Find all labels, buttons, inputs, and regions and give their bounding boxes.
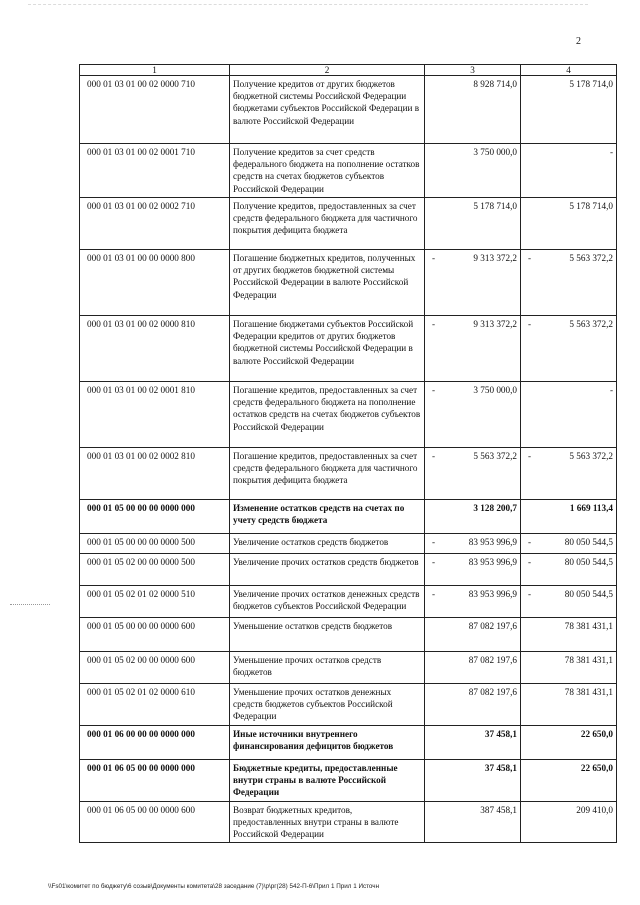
amount-value: 87 082 197,6: [468, 655, 517, 665]
budget-code-cell: 000 01 03 01 00 02 0000 710: [80, 76, 230, 144]
amount-2008-cell: [425, 250, 521, 316]
description-cell: Иные источники внутреннего финансирования дефицитов бюджетов: [230, 725, 425, 759]
amount-2008-cell: [425, 554, 521, 586]
budget-code-cell: 000 01 05 02 01 02 0000 510: [80, 586, 230, 618]
description-cell: Увеличение прочих остатков средств бюджетов: [230, 554, 425, 586]
amount-2008-cell: [425, 198, 521, 250]
amount-2009-cell: [521, 144, 617, 198]
amount-value: 22 650,0: [580, 762, 613, 773]
amount-2009-cell: [521, 534, 617, 554]
table-row: [80, 198, 617, 250]
amount-2008-cell: [425, 684, 521, 726]
budget-code-cell: 000 01 05 00 00 00 0000 000: [80, 500, 230, 534]
amount-2009-cell: [521, 382, 617, 448]
minus-sign: -: [432, 253, 436, 263]
amount-value: -: [609, 147, 613, 157]
amount-value: 37 458,1: [484, 762, 517, 773]
amount-value: 3 128 200,7: [473, 503, 517, 513]
amount-value: 387 458,1: [480, 804, 517, 815]
amount-2009-cell: [521, 76, 617, 144]
table-row: [80, 554, 617, 586]
amount-value: -: [609, 385, 613, 395]
amount-value: 83 953 996,9: [468, 589, 517, 599]
scan-artifact-line: [28, 4, 588, 7]
amount-value: 5 178 714,0: [569, 201, 613, 211]
table-row: [80, 382, 617, 448]
amount-2008-cell: [425, 652, 521, 684]
budget-sources-table: [79, 64, 617, 843]
amount-2008-cell: [425, 759, 521, 801]
amount-2008-cell: [425, 316, 521, 382]
table-row: [80, 316, 617, 382]
amount-2009-cell: [521, 316, 617, 382]
table-row: [80, 618, 617, 652]
file-path-footer: \\Fs01\комитет по бюджету\6 созыв\Документы комитета\28 заседание (7)\р\рг(28) 542-П-6\Прил 1 Прил 1 Источн: [48, 883, 380, 890]
column-header: 1: [80, 65, 230, 76]
budget-code-cell: 000 01 03 01 00 02 0002 710: [80, 198, 230, 250]
table-row: [80, 534, 617, 554]
budget-code-cell: 000 01 03 01 00 02 0002 810: [80, 448, 230, 500]
amount-2008-cell: [425, 586, 521, 618]
description-cell: Возврат бюджетных кредитов, предоставленных внутри страны в валюте Российской Федерации: [230, 801, 425, 843]
amount-value: 22 650,0: [580, 728, 613, 739]
table-row: [80, 684, 617, 726]
budget-code-cell: 000 01 05 02 00 00 0000 500: [80, 554, 230, 586]
amount-value: 209 410,0: [576, 804, 613, 815]
minus-sign: -: [432, 319, 436, 329]
description-cell: Получение кредитов за счет средств федерального бюджета на пополнение остатков средств на счетах бюджетов субъектов Российской Федерации: [230, 144, 425, 198]
amount-2009-cell: [521, 618, 617, 652]
amount-value: 3 750 000,0: [473, 385, 517, 395]
minus-sign: -: [528, 537, 532, 547]
budget-code-cell: 000 01 06 05 00 00 0000 000: [80, 759, 230, 801]
minus-sign: -: [432, 451, 436, 461]
table-row: [80, 250, 617, 316]
amount-2008-cell: [425, 448, 521, 500]
amount-value: 83 953 996,9: [468, 537, 517, 547]
budget-code-cell: 000 01 06 00 00 00 0000 000: [80, 725, 230, 759]
minus-sign: -: [432, 537, 436, 547]
minus-sign: -: [432, 385, 436, 395]
budget-code-cell: 000 01 05 02 00 00 0000 600: [80, 652, 230, 684]
amount-value: 80 050 544,5: [564, 589, 613, 599]
amount-value: 5 563 372,2: [569, 451, 613, 461]
table-row: [80, 448, 617, 500]
table-row: [80, 725, 617, 759]
description-cell: Уменьшение остатков средств бюджетов: [230, 618, 425, 652]
description-cell: Увеличение остатков средств бюджетов: [230, 534, 425, 554]
description-cell: Погашение кредитов, предоставленных за счет средств федерального бюджета на пополнение остатков средств на счетах бюджетов субъектов Российской Федерации: [230, 382, 425, 448]
amount-2009-cell: [521, 725, 617, 759]
amount-2009-cell: [521, 198, 617, 250]
amount-value: 78 381 431,1: [564, 687, 613, 697]
description-cell: Уменьшение прочих остатков средств бюджетов: [230, 652, 425, 684]
amount-2008-cell: [425, 534, 521, 554]
amount-2008-cell: [425, 618, 521, 652]
amount-2008-cell: [425, 382, 521, 448]
amount-2009-cell: [521, 500, 617, 534]
amount-value: 9 313 372,2: [473, 253, 517, 263]
amount-2008-cell: [425, 801, 521, 843]
table-row: [80, 144, 617, 198]
amount-2009-cell: [521, 448, 617, 500]
budget-code-cell: 000 01 05 00 00 00 0000 500: [80, 534, 230, 554]
amount-value: 87 082 197,6: [468, 621, 517, 631]
description-cell: Получение кредитов от других бюджетов бюджетной системы Российской Федерации бюджетами субъектов Российской Федерации в валюте Российской Федерации: [230, 76, 425, 144]
amount-2009-cell: [521, 586, 617, 618]
amount-2009-cell: [521, 759, 617, 801]
amount-2009-cell: [521, 684, 617, 726]
budget-code-cell: 000 01 03 01 00 00 0000 800: [80, 250, 230, 316]
amount-2009-cell: [521, 554, 617, 586]
amount-2008-cell: [425, 725, 521, 759]
amount-2009-cell: [521, 801, 617, 843]
amount-value: 3 750 000,0: [473, 147, 517, 157]
amount-value: 78 381 431,1: [564, 621, 613, 631]
amount-2009-cell: [521, 250, 617, 316]
amount-2008-cell: [425, 144, 521, 198]
amount-value: 80 050 544,5: [564, 557, 613, 567]
amount-value: 1 669 113,4: [569, 503, 613, 513]
minus-sign: -: [528, 557, 532, 567]
amount-2008-cell: [425, 76, 521, 144]
amount-2009-cell: [521, 652, 617, 684]
table-row: [80, 586, 617, 618]
description-cell: Изменение остатков средств на счетах по учету средств бюджета: [230, 500, 425, 534]
description-cell: Погашение бюджетных кредитов, полученных от других бюджетов бюджетной системы Российской Федерации в валюте Российской Федерации: [230, 250, 425, 316]
minus-sign: -: [528, 589, 532, 599]
description-cell: Уменьшение прочих остатков денежных средств бюджетов субъектов Российской Федерации: [230, 684, 425, 726]
amount-2008-cell: [425, 500, 521, 534]
minus-sign: -: [528, 253, 532, 263]
description-cell: Погашение бюджетами субъектов Российской Федерации кредитов от других бюджетов бюджетной системы Российской Федерации в валюте Российской Федерации: [230, 316, 425, 382]
description-cell: Получение кредитов, предоставленных за счет средств федерального бюджета для частичного покрытия дефицита бюджета: [230, 198, 425, 250]
budget-code-cell: 000 01 06 05 00 00 0000 600: [80, 801, 230, 843]
description-cell: Погашение кредитов, предоставленных за счет средств федерального бюджета для частичного покрытия дефицита бюджета: [230, 448, 425, 500]
amount-value: 5 178 714,0: [473, 201, 517, 211]
amount-value: 83 953 996,9: [468, 557, 517, 567]
column-header: 3: [425, 65, 521, 76]
minus-sign: -: [432, 557, 436, 567]
minus-sign: -: [432, 589, 436, 599]
amount-value: 37 458,1: [484, 728, 517, 739]
table-row: [80, 76, 617, 144]
table-row: [80, 500, 617, 534]
minus-sign: -: [528, 319, 532, 329]
budget-code-cell: 000 01 03 01 00 02 0000 810: [80, 316, 230, 382]
budget-code-cell: 000 01 05 00 00 00 0000 600: [80, 618, 230, 652]
amount-value: 78 381 431,1: [564, 655, 613, 665]
column-header: 4: [521, 65, 617, 76]
column-header: 2: [230, 65, 425, 76]
table-header-row: [80, 65, 617, 76]
budget-code-cell: 000 01 03 01 00 02 0001 710: [80, 144, 230, 198]
page-number: 2: [576, 36, 581, 47]
table-body: [80, 65, 617, 843]
budget-code-cell: 000 01 03 01 00 02 0001 810: [80, 382, 230, 448]
amount-value: 9 313 372,2: [473, 319, 517, 329]
amount-value: 5 178 714,0: [569, 79, 613, 89]
table-row: [80, 652, 617, 684]
margin-mark: [10, 604, 50, 605]
amount-value: 87 082 197,6: [468, 687, 517, 697]
amount-value: 5 563 372,2: [473, 451, 517, 461]
description-cell: Увеличение прочих остатков денежных средств бюджетов субъектов Российской Федерации: [230, 586, 425, 618]
amount-value: 5 563 372,2: [569, 319, 613, 329]
description-cell: Бюджетные кредиты, предоставленные внутри страны в валюте Российской Федерации: [230, 759, 425, 801]
minus-sign: -: [528, 451, 532, 461]
budget-code-cell: 000 01 05 02 01 02 0000 610: [80, 684, 230, 726]
table-row: [80, 759, 617, 801]
amount-value: 8 928 714,0: [473, 79, 517, 89]
table-row: [80, 801, 617, 843]
amount-value: 80 050 544,5: [564, 537, 613, 547]
amount-value: 5 563 372,2: [569, 253, 613, 263]
